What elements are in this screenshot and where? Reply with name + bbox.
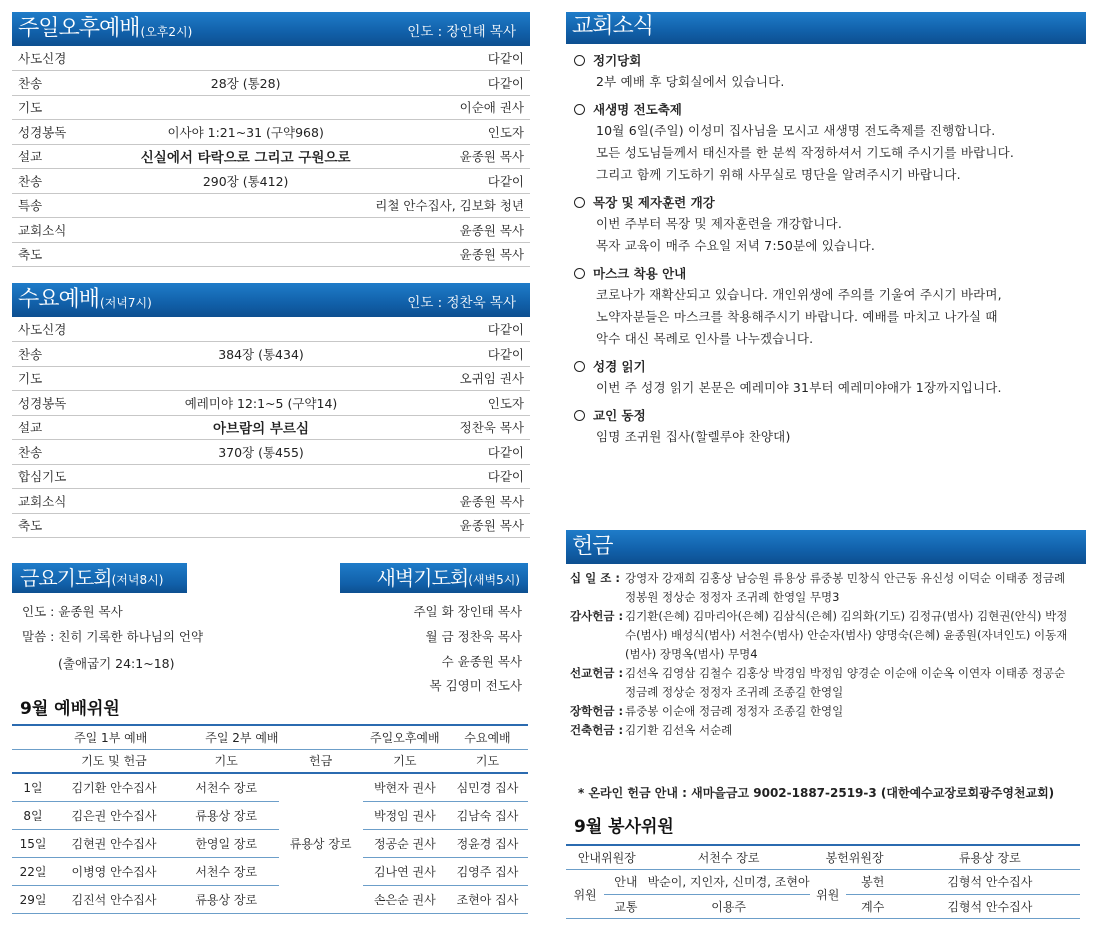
service-staff-table [566, 844, 1080, 919]
wednesday-worship-leader: 인도 : 정찬욱 목사 [407, 295, 516, 311]
news-header [566, 12, 1086, 44]
dawn-prayer-time: (새벽5시) [468, 573, 520, 587]
ws-date: 15일 [12, 829, 54, 857]
order-item: 합심기도 [12, 464, 122, 489]
ws-prayer-offering: 김현권 안수집사 [54, 829, 174, 857]
order-item: 사도신경 [12, 317, 122, 342]
news-heading-text: 교인 동정 [593, 408, 646, 423]
order-person: 다같이 [369, 169, 530, 194]
order-content: 신실에서 타락으로 그리고 구원으로 [122, 144, 369, 169]
order-item: 축도 [12, 513, 122, 538]
ws-afternoon-prayer: 박현자 권사 [363, 773, 447, 801]
order-item: 사도신경 [12, 46, 122, 71]
order-person: 다같이 [400, 342, 530, 367]
order-content: 384장 (통434) [122, 342, 400, 367]
offering-names: 류중봉 이순애 정금례 정정자 조종길 한영일 [625, 704, 844, 718]
ws-date: 22일 [12, 857, 54, 885]
order-item: 찬송 [12, 169, 122, 194]
ws-head: 주일 1부 예배 주일 2부 예배 [54, 725, 278, 749]
member-sub: 계수 [846, 894, 900, 919]
offering-row [570, 721, 1075, 740]
ws-head: 주일오후예배 [363, 725, 447, 749]
news-line: 10월 6일(주일) 이성미 집사님을 모시고 새생명 전도축제를 진행합니다. [596, 123, 996, 138]
ws-subhead: 기도 [174, 749, 279, 773]
ws-row [12, 857, 528, 885]
ws-row [12, 773, 528, 801]
order-item: 기도 [12, 366, 122, 391]
wednesday-worship-title: 수요예배 [18, 287, 100, 312]
ws-prayer-offering: 김기환 안수집사 [54, 773, 174, 801]
ws-2nd-prayer: 류용상 장로 [174, 885, 279, 913]
order-item: 기도 [12, 95, 122, 120]
worship-staff-table [12, 724, 528, 914]
news-list [566, 44, 1086, 448]
order-row [12, 242, 530, 267]
member-value: 김형석 안수집사 [900, 894, 1080, 919]
ws-wednesday-prayer: 심민경 집사 [447, 773, 528, 801]
circle-bullet-icon [574, 410, 585, 421]
ws-wednesday-prayer: 김남숙 집사 [447, 801, 528, 829]
news-line: 임명 조귀원 집사(할렐루야 찬양대) [596, 429, 791, 444]
member-label: 위원 [566, 870, 604, 919]
member-sub: 봉헌 [846, 870, 900, 895]
offering-names: 김기환(은혜) 김마리아(은혜) 김삼식(은혜) 김의화(기도) 김정규(범사) 김현권(안식) 박정수(범사) 배성식(범사) 서천수(범사) 안순자(범사) 양명숙(은혜) 윤종원(자녀인도) 이동재(범사) 장명옥(범사) 무명4 [625, 609, 1068, 661]
news-heading [574, 263, 1086, 284]
news-heading [574, 99, 1086, 120]
offering-row [570, 664, 1075, 702]
afternoon-order-table [12, 46, 530, 267]
offering-type: 십 일 조 : [570, 571, 620, 585]
order-person: 윤종원 목사 [369, 242, 530, 267]
order-item: 찬송 [12, 71, 122, 96]
offering-row [570, 702, 1075, 721]
ws-2nd-prayer: 류용상 장로 [174, 801, 279, 829]
order-person: 리철 안수집사, 김보화 청년 [369, 193, 530, 218]
news-item [574, 263, 1086, 350]
right-column [566, 12, 1086, 454]
ws-2nd-prayer: 서천수 장로 [174, 857, 279, 885]
ws-row [12, 829, 528, 857]
order-item: 설교 [12, 144, 122, 169]
order-person: 윤종원 목사 [400, 513, 530, 538]
order-row [12, 464, 530, 489]
order-row [12, 366, 530, 391]
order-row [12, 71, 530, 96]
news-heading-text: 새생명 전도축제 [593, 102, 682, 117]
dawn-row: 주일 화 장인태 목사 [413, 604, 522, 619]
order-content [122, 46, 369, 71]
news-item [574, 50, 1086, 93]
news-line: 그리고 함께 기도하기 위해 사무실로 명단을 알려주시기 바랍니다. [596, 167, 961, 182]
order-row [12, 317, 530, 342]
news-line: 악수 대신 목례로 인사를 나누겠습니다. [596, 331, 814, 346]
left-column [12, 12, 530, 538]
order-item: 찬송 [12, 440, 122, 465]
order-item: 교회소식 [12, 489, 122, 514]
order-person: 정찬욱 목사 [400, 415, 530, 440]
order-row [12, 218, 530, 243]
news-item [574, 405, 1086, 448]
order-row [12, 46, 530, 71]
circle-bullet-icon [574, 361, 585, 372]
order-item: 설교 [12, 415, 122, 440]
offering-row [570, 607, 1075, 664]
order-row [12, 144, 530, 169]
worship-staff-title: 9월 예배위원 [20, 699, 120, 719]
news-heading [574, 405, 1086, 426]
ws-subhead: 기도 [363, 749, 447, 773]
member-sub: 교통 [604, 894, 647, 919]
order-person: 윤종원 목사 [369, 218, 530, 243]
ws-date: 8일 [12, 801, 54, 829]
order-row [12, 489, 530, 514]
ws-subhead: 헌금 [279, 749, 363, 773]
order-person: 다같이 [400, 464, 530, 489]
offering-chair-name: 류용상 장로 [900, 845, 1080, 870]
circle-bullet-icon [574, 268, 585, 279]
offering-chair-label: 봉헌위원장 [810, 845, 900, 870]
news-line: 목자 교육이 매주 수요일 저녁 7:50분에 있습니다. [596, 238, 876, 253]
offering-title: 헌금 [572, 534, 613, 559]
news-item [574, 356, 1086, 399]
order-content: 290장 (통412) [122, 169, 369, 194]
order-item: 축도 [12, 242, 122, 267]
offering-names: 강영자 강재희 김홍상 남승원 류용상 류중봉 민창식 안근동 유신성 이덕순 이태종 정금례 정봉원 정상순 정정자 조귀례 한영일 무명3 [625, 571, 1066, 604]
ws-row [12, 801, 528, 829]
circle-bullet-icon [574, 197, 585, 208]
order-row [12, 342, 530, 367]
order-item: 성경봉독 [12, 391, 122, 416]
order-person: 다같이 [400, 317, 530, 342]
order-person: 다같이 [369, 46, 530, 71]
news-item [574, 192, 1086, 257]
dawn-row: 월 금 정찬욱 목사 [425, 629, 522, 644]
member-value: 김형석 안수집사 [900, 870, 1080, 895]
online-offering-note: * 온라인 헌금 안내 : 새마을금고 9002-1887-2519-3 (대한예수교장로회광주영천교회) [578, 786, 1055, 800]
news-heading-text: 마스크 착용 안내 [593, 266, 687, 281]
guide-chair-name: 서천수 장로 [648, 845, 810, 870]
dawn-prayer-header [340, 563, 528, 593]
friday-leader: 인도 : 윤종원 목사 [22, 604, 123, 619]
ws-date: 29일 [12, 885, 54, 913]
order-content [122, 489, 400, 514]
news-heading-text: 정기당회 [593, 53, 642, 68]
offering-names: 김선옥 김영삼 김철수 김홍상 박경임 박정임 양경순 이순애 이순옥 이연자 이태종 정공순 정금례 정상순 정정자 조귀례 조종길 한영일 [625, 666, 1066, 699]
ws-wednesday-prayer: 김영주 집사 [447, 857, 528, 885]
ws-subhead: 기도 및 헌금 [54, 749, 174, 773]
order-row [12, 193, 530, 218]
ws-afternoon-prayer: 김나연 권사 [363, 857, 447, 885]
order-row [12, 415, 530, 440]
ws-subhead: 기도 [447, 749, 528, 773]
news-line: 노약자분들은 마스크를 착용해주시기 바랍니다. 예배를 마치고 나가실 때 [596, 309, 998, 324]
wednesday-worship-header [12, 283, 530, 317]
ws-wednesday-prayer: 조현아 집사 [447, 885, 528, 913]
order-row [12, 95, 530, 120]
news-heading-text: 목장 및 제자훈련 개강 [593, 195, 715, 210]
order-content [122, 366, 400, 391]
friday-prayer-header [12, 563, 187, 593]
offering-type: 건축헌금 : [570, 723, 624, 737]
news-heading-text: 성경 읽기 [593, 359, 646, 374]
order-person: 인도자 [369, 120, 530, 145]
ws-prayer-offering: 김은권 안수집사 [54, 801, 174, 829]
wednesday-worship-time: (저녁7시) [100, 296, 152, 310]
ws-2nd-prayer: 한영일 장로 [174, 829, 279, 857]
dawn-row: 수 윤종원 목사 [441, 654, 522, 669]
ws-afternoon-prayer: 박정임 권사 [363, 801, 447, 829]
afternoon-worship-leader: 인도 : 장인태 목사 [407, 24, 516, 40]
afternoon-worship-header [12, 12, 530, 46]
friday-prayer-title: 금요기도회 [20, 566, 112, 590]
ws-prayer-offering: 이병영 안수집사 [54, 857, 174, 885]
ws-date: 1일 [12, 773, 54, 801]
order-person: 다같이 [369, 71, 530, 96]
afternoon-worship-time: (오후2시) [140, 25, 193, 39]
circle-bullet-icon [574, 104, 585, 115]
order-person: 다같이 [400, 440, 530, 465]
member-value: 이용주 [648, 894, 810, 919]
offering-type: 장학헌금 : [570, 704, 624, 718]
order-person: 윤종원 목사 [400, 489, 530, 514]
order-content [122, 464, 400, 489]
order-item: 특송 [12, 193, 122, 218]
order-person: 윤종원 목사 [369, 144, 530, 169]
ws-afternoon-prayer: 정공순 권사 [363, 829, 447, 857]
order-content: 28장 (통28) [122, 71, 369, 96]
member-label: 위원 [810, 870, 846, 919]
news-heading [574, 356, 1086, 377]
news-line: 코로나가 재확산되고 있습니다. 개인위생에 주의를 기울여 주시기 바라며, [596, 287, 1002, 302]
order-row [12, 169, 530, 194]
ws-row [12, 885, 528, 913]
order-row [12, 440, 530, 465]
circle-bullet-icon [574, 55, 585, 66]
ws-head: 수요예배 [447, 725, 528, 749]
order-content [122, 513, 400, 538]
order-item: 교회소식 [12, 218, 122, 243]
ws-2nd-prayer: 서천수 장로 [174, 773, 279, 801]
order-content: 이사야 1:21~31 (구약968) [122, 120, 369, 145]
order-item: 성경봉독 [12, 120, 122, 145]
ws-afternoon-prayer: 손은순 권사 [363, 885, 447, 913]
order-row [12, 513, 530, 538]
order-content [122, 193, 369, 218]
order-content: 예레미야 12:1~5 (구약14) [122, 391, 400, 416]
offering-type: 감사헌금 : [570, 609, 624, 623]
news-line: 2부 예배 후 당회실에서 있습니다. [596, 74, 785, 89]
offering-names: 김기환 김선옥 서순례 [625, 723, 733, 737]
news-heading [574, 192, 1086, 213]
offering-header [566, 530, 1086, 564]
order-content [122, 242, 369, 267]
member-sub: 안내 [604, 870, 647, 895]
friday-sermon: 말씀 : 친히 기록한 하나님의 언약 [22, 629, 204, 644]
ws-2nd-offering: 류용상 장로 [279, 773, 363, 913]
news-line: 이번 주부터 목장 및 제자훈련을 개강합니다. [596, 216, 842, 231]
offering-type: 선교헌금 : [570, 666, 624, 680]
dawn-row: 목 김영미 전도사 [429, 678, 522, 693]
offering-list [570, 569, 1075, 740]
order-row [12, 391, 530, 416]
guide-chair-label: 안내위원장 [566, 845, 648, 870]
order-person: 오귀임 권사 [400, 366, 530, 391]
order-content [122, 317, 400, 342]
friday-scripture: (출애굽기 24:1~18) [58, 656, 175, 671]
order-row [12, 120, 530, 145]
offering-row [570, 569, 1075, 607]
order-item: 찬송 [12, 342, 122, 367]
ws-wednesday-prayer: 정윤경 집사 [447, 829, 528, 857]
member-value: 박순이, 지인자, 신미경, 조현아 [648, 870, 810, 895]
wednesday-order-table [12, 317, 530, 538]
news-item [574, 99, 1086, 186]
order-content: 아브람의 부르심 [122, 415, 400, 440]
afternoon-worship-title: 주일오후예배 [18, 16, 140, 41]
news-line: 이번 주 성경 읽기 본문은 예레미야 31부터 예레미야애가 1장까지입니다. [596, 380, 1002, 395]
news-line: 모든 성도님들께서 태신자를 한 분씩 작정하셔서 기도해 주시기를 바랍니다. [596, 145, 1015, 160]
order-content: 370장 (통455) [122, 440, 400, 465]
friday-prayer-time: (저녁8시) [111, 573, 164, 587]
service-staff-title: 9월 봉사위원 [574, 817, 674, 837]
news-heading [574, 50, 1086, 71]
news-title: 교회소식 [572, 14, 654, 39]
order-person: 인도자 [400, 391, 530, 416]
order-person: 이순애 권사 [369, 95, 530, 120]
order-content [122, 218, 369, 243]
order-content [122, 95, 369, 120]
dawn-prayer-title: 새벽기도회 [376, 566, 469, 590]
ws-prayer-offering: 김진석 안수집사 [54, 885, 174, 913]
